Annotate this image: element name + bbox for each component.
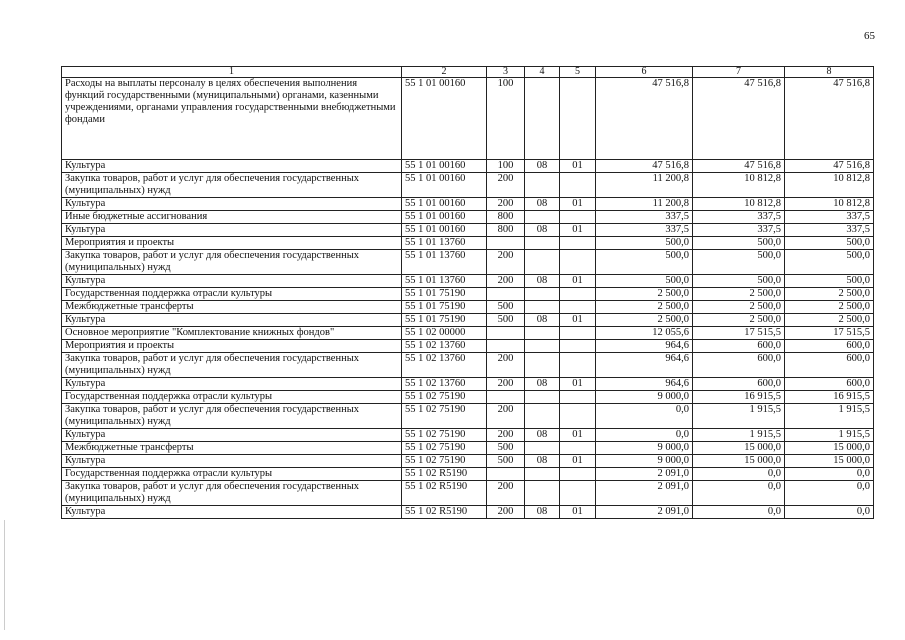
table-row — [62, 468, 874, 481]
row-amount-1: 337,5 — [596, 224, 693, 237]
row-amount-3: 2 500,0 — [785, 301, 874, 314]
row-name: Культура — [62, 160, 402, 173]
row-expense-type — [487, 288, 525, 301]
row-section: 08 — [525, 455, 560, 468]
row-amount-2: 500,0 — [693, 237, 785, 250]
row-code: 55 1 02 R5190 — [402, 481, 487, 506]
row-amount-2: 337,5 — [693, 211, 785, 224]
row-subsection — [560, 404, 596, 429]
row-amount-2: 16 915,5 — [693, 391, 785, 404]
row-name: Основное мероприятие "Комплектование книжных фондов" — [62, 327, 402, 340]
row-name: Мероприятия и проекты — [62, 237, 402, 250]
row-code: 55 1 02 R5190 — [402, 506, 487, 519]
row-amount-1: 9 000,0 — [596, 391, 693, 404]
row-section — [525, 481, 560, 506]
row-section — [525, 442, 560, 455]
row-name: Культура — [62, 198, 402, 211]
table-row — [62, 237, 874, 250]
row-name: Закупка товаров, работ и услуг для обеспечения государственных (муниципальных) нужд — [62, 353, 402, 378]
row-code: 55 1 01 75190 — [402, 314, 487, 327]
row-amount-3: 0,0 — [785, 468, 874, 481]
row-expense-type: 200 — [487, 275, 525, 288]
row-amount-3: 337,5 — [785, 224, 874, 237]
row-subsection — [560, 327, 596, 340]
table-row — [62, 173, 874, 198]
row-amount-1: 964,6 — [596, 353, 693, 378]
row-section — [525, 211, 560, 224]
row-name: Расходы на выплаты персоналу в целях обеспечения выполнения функций государственными (муниципальными) органами, казенными учреждениями, органами управления государственными внебюджетными фондами — [62, 78, 402, 160]
row-code: 55 1 02 13760 — [402, 378, 487, 391]
row-amount-2: 337,5 — [693, 224, 785, 237]
row-amount-3: 600,0 — [785, 340, 874, 353]
row-amount-2: 2 500,0 — [693, 301, 785, 314]
row-amount-1: 964,6 — [596, 340, 693, 353]
row-expense-type — [487, 468, 525, 481]
row-amount-3: 500,0 — [785, 250, 874, 275]
row-code: 55 1 02 75190 — [402, 442, 487, 455]
table-row — [62, 198, 874, 211]
row-subsection: 01 — [560, 429, 596, 442]
row-amount-3: 10 812,8 — [785, 173, 874, 198]
row-subsection — [560, 237, 596, 250]
row-expense-type — [487, 237, 525, 250]
row-code: 55 1 01 00160 — [402, 173, 487, 198]
row-amount-1: 11 200,8 — [596, 173, 693, 198]
row-amount-2: 1 915,5 — [693, 429, 785, 442]
row-expense-type — [487, 340, 525, 353]
row-expense-type: 200 — [487, 429, 525, 442]
row-amount-2: 600,0 — [693, 353, 785, 378]
row-code: 55 1 02 R5190 — [402, 468, 487, 481]
table-row — [62, 275, 874, 288]
row-expense-type: 800 — [487, 224, 525, 237]
row-amount-2: 10 812,8 — [693, 173, 785, 198]
row-code: 55 1 01 00160 — [402, 198, 487, 211]
row-expense-type — [487, 391, 525, 404]
row-expense-type: 200 — [487, 250, 525, 275]
row-amount-3: 337,5 — [785, 211, 874, 224]
column-header-1: 1 — [62, 67, 402, 78]
row-subsection: 01 — [560, 506, 596, 519]
row-code: 55 1 01 00160 — [402, 211, 487, 224]
row-amount-1: 964,6 — [596, 378, 693, 391]
row-code: 55 1 01 13760 — [402, 237, 487, 250]
row-code: 55 1 01 00160 — [402, 78, 487, 160]
table-row — [62, 506, 874, 519]
row-expense-type: 500 — [487, 455, 525, 468]
row-name: Культура — [62, 314, 402, 327]
table-row — [62, 391, 874, 404]
row-expense-type — [487, 327, 525, 340]
column-header-4: 4 — [525, 67, 560, 78]
row-amount-1: 12 055,6 — [596, 327, 693, 340]
row-section: 08 — [525, 198, 560, 211]
table-row — [62, 455, 874, 468]
row-name: Закупка товаров, работ и услуг для обеспечения государственных (муниципальных) нужд — [62, 173, 402, 198]
row-amount-1: 2 500,0 — [596, 314, 693, 327]
row-amount-2: 17 515,5 — [693, 327, 785, 340]
row-amount-2: 10 812,8 — [693, 198, 785, 211]
row-amount-3: 600,0 — [785, 353, 874, 378]
column-header-5: 5 — [560, 67, 596, 78]
table-body — [62, 78, 874, 519]
row-section — [525, 340, 560, 353]
row-subsection — [560, 250, 596, 275]
row-expense-type: 800 — [487, 211, 525, 224]
row-amount-2: 0,0 — [693, 468, 785, 481]
row-subsection — [560, 442, 596, 455]
row-section — [525, 301, 560, 314]
row-section — [525, 468, 560, 481]
row-section: 08 — [525, 314, 560, 327]
row-code: 55 1 01 13760 — [402, 250, 487, 275]
budget-table — [61, 66, 874, 519]
table-row — [62, 78, 874, 160]
row-section: 08 — [525, 224, 560, 237]
row-subsection — [560, 353, 596, 378]
row-expense-type: 200 — [487, 481, 525, 506]
row-name: Закупка товаров, работ и услуг для обеспечения государственных (муниципальных) нужд — [62, 250, 402, 275]
row-amount-3: 500,0 — [785, 275, 874, 288]
row-amount-2: 2 500,0 — [693, 314, 785, 327]
column-header-3: 3 — [487, 67, 525, 78]
page-number: 65 — [864, 30, 875, 42]
row-amount-1: 0,0 — [596, 429, 693, 442]
row-amount-3: 17 515,5 — [785, 327, 874, 340]
row-amount-3: 0,0 — [785, 506, 874, 519]
row-amount-3: 500,0 — [785, 237, 874, 250]
row-expense-type: 200 — [487, 198, 525, 211]
row-code: 55 1 02 75190 — [402, 455, 487, 468]
table-row — [62, 301, 874, 314]
row-section — [525, 353, 560, 378]
table-row — [62, 160, 874, 173]
row-subsection — [560, 301, 596, 314]
row-amount-2: 15 000,0 — [693, 455, 785, 468]
row-amount-1: 500,0 — [596, 250, 693, 275]
row-expense-type: 200 — [487, 173, 525, 198]
row-amount-1: 2 091,0 — [596, 468, 693, 481]
row-expense-type: 100 — [487, 160, 525, 173]
row-subsection: 01 — [560, 275, 596, 288]
row-section — [525, 288, 560, 301]
row-subsection — [560, 481, 596, 506]
table-row — [62, 481, 874, 506]
row-subsection — [560, 211, 596, 224]
row-amount-1: 9 000,0 — [596, 442, 693, 455]
row-amount-2: 600,0 — [693, 340, 785, 353]
row-amount-2: 47 516,8 — [693, 78, 785, 160]
row-subsection: 01 — [560, 378, 596, 391]
table-row — [62, 378, 874, 391]
row-expense-type: 500 — [487, 442, 525, 455]
row-section: 08 — [525, 275, 560, 288]
table-row — [62, 353, 874, 378]
row-amount-3: 2 500,0 — [785, 314, 874, 327]
row-section — [525, 391, 560, 404]
row-amount-1: 337,5 — [596, 211, 693, 224]
row-amount-2: 1 915,5 — [693, 404, 785, 429]
row-name: Мероприятия и проекты — [62, 340, 402, 353]
column-header-8: 8 — [785, 67, 874, 78]
row-section — [525, 237, 560, 250]
row-section — [525, 327, 560, 340]
row-amount-2: 15 000,0 — [693, 442, 785, 455]
row-amount-3: 1 915,5 — [785, 404, 874, 429]
row-code: 55 1 01 13760 — [402, 275, 487, 288]
row-amount-1: 2 091,0 — [596, 481, 693, 506]
row-expense-type: 200 — [487, 378, 525, 391]
column-header-2: 2 — [402, 67, 487, 78]
row-subsection: 01 — [560, 314, 596, 327]
table-row — [62, 327, 874, 340]
row-section: 08 — [525, 429, 560, 442]
row-code: 55 1 02 75190 — [402, 404, 487, 429]
row-name: Культура — [62, 275, 402, 288]
row-subsection — [560, 288, 596, 301]
column-header-6: 6 — [596, 67, 693, 78]
row-section — [525, 250, 560, 275]
row-amount-1: 9 000,0 — [596, 455, 693, 468]
row-name: Иные бюджетные ассигнования — [62, 211, 402, 224]
row-amount-3: 10 812,8 — [785, 198, 874, 211]
row-section: 08 — [525, 506, 560, 519]
row-amount-3: 2 500,0 — [785, 288, 874, 301]
table-row — [62, 429, 874, 442]
row-section: 08 — [525, 378, 560, 391]
row-section: 08 — [525, 160, 560, 173]
row-amount-3: 600,0 — [785, 378, 874, 391]
row-amount-1: 2 500,0 — [596, 301, 693, 314]
row-subsection: 01 — [560, 198, 596, 211]
row-amount-2: 0,0 — [693, 506, 785, 519]
row-amount-3: 15 000,0 — [785, 455, 874, 468]
table-row — [62, 288, 874, 301]
row-expense-type: 500 — [487, 301, 525, 314]
row-name: Культура — [62, 455, 402, 468]
row-amount-3: 16 915,5 — [785, 391, 874, 404]
row-amount-1: 2 500,0 — [596, 288, 693, 301]
table-row — [62, 314, 874, 327]
table-row — [62, 211, 874, 224]
row-amount-2: 47 516,8 — [693, 160, 785, 173]
row-section — [525, 404, 560, 429]
row-subsection: 01 — [560, 160, 596, 173]
row-name: Государственная поддержка отрасли культуры — [62, 391, 402, 404]
row-subsection: 01 — [560, 224, 596, 237]
row-name: Межбюджетные трансферты — [62, 442, 402, 455]
row-code: 55 1 02 13760 — [402, 340, 487, 353]
column-header-7: 7 — [693, 67, 785, 78]
row-subsection: 01 — [560, 455, 596, 468]
row-name: Культура — [62, 224, 402, 237]
row-expense-type: 200 — [487, 506, 525, 519]
row-amount-1: 500,0 — [596, 237, 693, 250]
row-code: 55 1 02 75190 — [402, 391, 487, 404]
row-amount-2: 500,0 — [693, 275, 785, 288]
row-amount-1: 2 091,0 — [596, 506, 693, 519]
row-section — [525, 173, 560, 198]
row-subsection — [560, 468, 596, 481]
row-amount-1: 0,0 — [596, 404, 693, 429]
row-name: Культура — [62, 429, 402, 442]
row-amount-3: 47 516,8 — [785, 160, 874, 173]
row-subsection — [560, 340, 596, 353]
table-row — [62, 224, 874, 237]
row-amount-3: 0,0 — [785, 481, 874, 506]
table-row — [62, 340, 874, 353]
table-row — [62, 442, 874, 455]
row-subsection — [560, 78, 596, 160]
row-name: Закупка товаров, работ и услуг для обеспечения государственных (муниципальных) нужд — [62, 404, 402, 429]
row-expense-type: 200 — [487, 353, 525, 378]
row-code: 55 1 01 00160 — [402, 224, 487, 237]
row-name: Государственная поддержка отрасли культуры — [62, 468, 402, 481]
row-subsection — [560, 173, 596, 198]
row-name: Закупка товаров, работ и услуг для обеспечения государственных (муниципальных) нужд — [62, 481, 402, 506]
row-code: 55 1 01 00160 — [402, 160, 487, 173]
row-amount-1: 47 516,8 — [596, 160, 693, 173]
row-name: Государственная поддержка отрасли культуры — [62, 288, 402, 301]
row-code: 55 1 01 75190 — [402, 301, 487, 314]
row-amount-1: 47 516,8 — [596, 78, 693, 160]
row-expense-type: 500 — [487, 314, 525, 327]
row-expense-type: 200 — [487, 404, 525, 429]
row-amount-3: 47 516,8 — [785, 78, 874, 160]
row-amount-3: 15 000,0 — [785, 442, 874, 455]
row-name: Культура — [62, 378, 402, 391]
row-code: 55 1 02 75190 — [402, 429, 487, 442]
row-subsection — [560, 391, 596, 404]
row-amount-1: 500,0 — [596, 275, 693, 288]
table-row — [62, 404, 874, 429]
row-amount-1: 11 200,8 — [596, 198, 693, 211]
row-name: Культура — [62, 506, 402, 519]
row-code: 55 1 01 75190 — [402, 288, 487, 301]
table-row — [62, 250, 874, 275]
row-amount-2: 500,0 — [693, 250, 785, 275]
row-expense-type: 100 — [487, 78, 525, 160]
row-section — [525, 78, 560, 160]
header-row — [62, 67, 874, 78]
row-amount-2: 600,0 — [693, 378, 785, 391]
row-amount-3: 1 915,5 — [785, 429, 874, 442]
row-code: 55 1 02 13760 — [402, 353, 487, 378]
row-amount-2: 0,0 — [693, 481, 785, 506]
row-code: 55 1 02 00000 — [402, 327, 487, 340]
row-name: Межбюджетные трансферты — [62, 301, 402, 314]
scan-edge-mark — [4, 520, 5, 630]
row-amount-2: 2 500,0 — [693, 288, 785, 301]
